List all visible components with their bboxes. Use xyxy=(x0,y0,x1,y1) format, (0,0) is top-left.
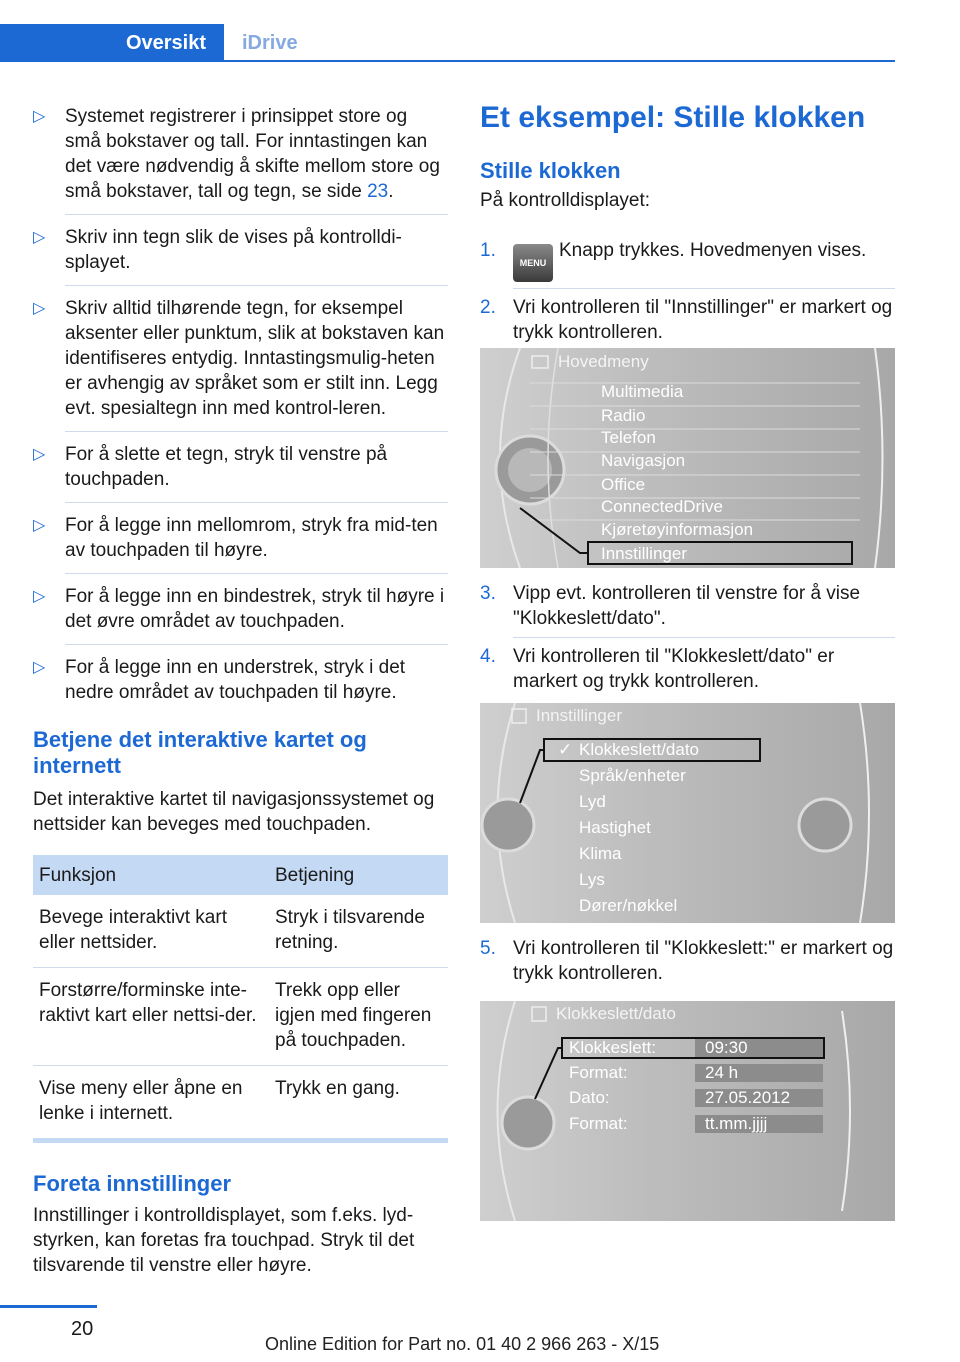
menu-item: Navigasjon xyxy=(601,451,686,470)
list-item: ▷ For å slette et tegn, stryk til venstre på touchpaden. xyxy=(33,444,388,490)
list-item: ▷ For å legge inn en understrek, stryk i det nedre området av touchpaden til høyre. xyxy=(33,657,406,703)
menu-button-icon: MENU xyxy=(513,244,553,282)
menu-item: Dører/nøkkel xyxy=(579,896,678,915)
field-label: Dato: xyxy=(569,1088,610,1107)
divider xyxy=(513,288,895,289)
list-item: ▷ Skriv inn tegn slik de vises på kontrolldi-splayet. xyxy=(33,227,402,273)
screen-graphics xyxy=(480,1001,895,1221)
step-item: 2. Vri kontrolleren til "Innstillinger" er markert og trykk kontrolleren. xyxy=(480,297,893,343)
menu-item: Office xyxy=(601,475,646,494)
triangle-bullet-icon: ▷ xyxy=(33,229,46,246)
screen-title: Innstillinger xyxy=(536,706,622,725)
menu-item: Klima xyxy=(579,844,622,863)
table-cell: Stryk i tilsvarende retning. xyxy=(269,895,448,968)
table-end-bar xyxy=(33,1138,448,1143)
table-cell: Bevege interaktivt kart eller nettsider. xyxy=(33,895,269,968)
field-value: 27.05.2012 xyxy=(705,1088,791,1107)
table-row xyxy=(33,968,448,1066)
divider xyxy=(65,214,448,215)
table-row xyxy=(33,895,448,968)
triangle-bullet-icon: ▷ xyxy=(33,588,46,605)
step-item: 5. Vri kontrolleren til "Klokkeslett:" er markert og trykk kontrolleren. xyxy=(480,938,894,984)
header-tabs xyxy=(0,24,895,62)
triangle-bullet-icon: ▷ xyxy=(33,446,46,463)
screen-title: Hovedmeny xyxy=(558,352,649,371)
field-value: tt.mm.jjjj xyxy=(705,1114,768,1133)
divider xyxy=(65,502,448,503)
menu-item: Språk/enheter xyxy=(579,766,686,785)
function-table xyxy=(33,855,448,1138)
tab-idrive[interactable]: iDrive xyxy=(242,31,298,54)
triangle-bullet-icon: ▷ xyxy=(33,659,46,676)
field-value: 09:30 xyxy=(705,1038,748,1057)
screen-clock-date xyxy=(480,1001,895,1221)
steps-1-2 xyxy=(480,238,895,351)
list-item: ▷ Skriv alltid tilhørende tegn, for eksempel aksenter eller punktum, slik at bokstaven kan identifiseres entydig. Inntastingsmulig-heten er avhengig av språket som er stilt inn. Legg evt. spesialtegn inn med kontrol-leren. xyxy=(33,298,445,419)
triangle-bullet-icon: ▷ xyxy=(33,108,46,125)
screen-settings xyxy=(480,703,895,923)
step-item: 3. Vipp evt. kontrolleren til venstre for å vise "Klokkeslett/dato". xyxy=(480,583,861,629)
page-title: Et eksempel: Stille klokken xyxy=(480,101,866,134)
menu-item: Telefon xyxy=(601,428,656,447)
column-header: Betjening xyxy=(269,855,448,895)
field-value: 24 h xyxy=(705,1063,739,1082)
list-item: ▷ For å legge inn en bindestrek, stryk til høyre i det øvre området av touchpaden. xyxy=(33,586,445,632)
menu-item-selected: Klokkeslett/dato xyxy=(579,740,700,759)
list-item: ▷ Systemet registrerer i prinsippet store og små bokstaver og tall. For inntastingen kan det være nødvendig å skifte mellom store og små bokstaver, tall og tegn, se side 23. xyxy=(33,106,440,202)
divider xyxy=(65,573,448,574)
intro-text: På kontrolldisplayet: xyxy=(480,190,651,211)
menu-item: Radio xyxy=(601,406,646,425)
screen-title: Klokkeslett/dato xyxy=(556,1004,677,1023)
triangle-bullet-icon: ▷ xyxy=(33,300,46,317)
table-cell: Trykk en gang. xyxy=(275,1078,400,1099)
menu-item: Hastighet xyxy=(579,818,651,837)
table-cell: Vise meny eller åpne en lenke i internett. xyxy=(39,1078,243,1124)
field-label: Klokkeslett: xyxy=(569,1038,656,1057)
divider xyxy=(65,285,448,286)
screen-graphics xyxy=(480,703,895,923)
menu-item-selected: Innstillinger xyxy=(601,544,687,563)
menu-item: Kjøretøyinformasjon xyxy=(601,520,754,539)
section-text: Innstillinger i kontrolldisplayet, som f.eks. lyd-styrken, kan foretas fra touchpad. Stryk til det tilsvarende til venstre eller høyre. xyxy=(33,1205,415,1276)
step-item: 4. Vri kontrolleren til "Klokkeslett/dato" er markert og trykk kontrolleren. xyxy=(480,646,835,692)
screen-main-menu xyxy=(480,348,895,568)
step-5 xyxy=(480,936,895,992)
page-number: 20 xyxy=(71,1318,94,1340)
table-cell: Trekk opp eller igjen med fingeren på touchpaden. xyxy=(269,968,448,1066)
right-column xyxy=(480,100,895,213)
left-column xyxy=(33,104,448,1278)
menu-item: Multimedia xyxy=(601,382,684,401)
section-title-interactive-map: Betjene det interaktive kartet og internett xyxy=(33,727,367,778)
divider xyxy=(513,637,895,638)
field-label: Format: xyxy=(569,1114,628,1133)
section-text: Det interaktive kartet til navigasjonssystemet og nettsider kan beveges med touchpaden. xyxy=(33,789,435,835)
menu-item: Lyd xyxy=(579,792,606,811)
column-header: Funksjon xyxy=(33,855,269,895)
divider xyxy=(65,431,448,432)
section-title-settings: Foreta innstillinger xyxy=(33,1171,232,1196)
step-item: 1. MENUKnapp trykkes. Hovedmenyen vises. xyxy=(480,238,895,282)
steps-3-4 xyxy=(480,581,895,700)
menu-item: Lys xyxy=(579,870,605,889)
subtitle: Stille klokken xyxy=(480,158,621,183)
divider xyxy=(65,644,448,645)
check-icon: ✓ xyxy=(558,740,573,759)
list-item: ▷ For å legge inn mellomrom, stryk fra mid-ten av touchpaden til høyre. xyxy=(33,515,438,561)
menu-item: ConnectedDrive xyxy=(601,497,723,516)
footer-edition: Online Edition for Part no. 01 40 2 966 263 - X/15 xyxy=(265,1334,660,1354)
tab-oversikt[interactable]: Oversikt xyxy=(0,24,224,62)
field-label: Format: xyxy=(569,1063,628,1082)
table-header-row xyxy=(33,855,448,895)
table-cell: Forstørre/forminske inte-raktivt kart eller nettsi-der. xyxy=(33,968,269,1066)
footer-accent-line xyxy=(0,1305,97,1308)
table-row xyxy=(33,1066,448,1139)
page-link-23[interactable]: 23 xyxy=(367,181,389,202)
triangle-bullet-icon: ▷ xyxy=(33,517,46,534)
